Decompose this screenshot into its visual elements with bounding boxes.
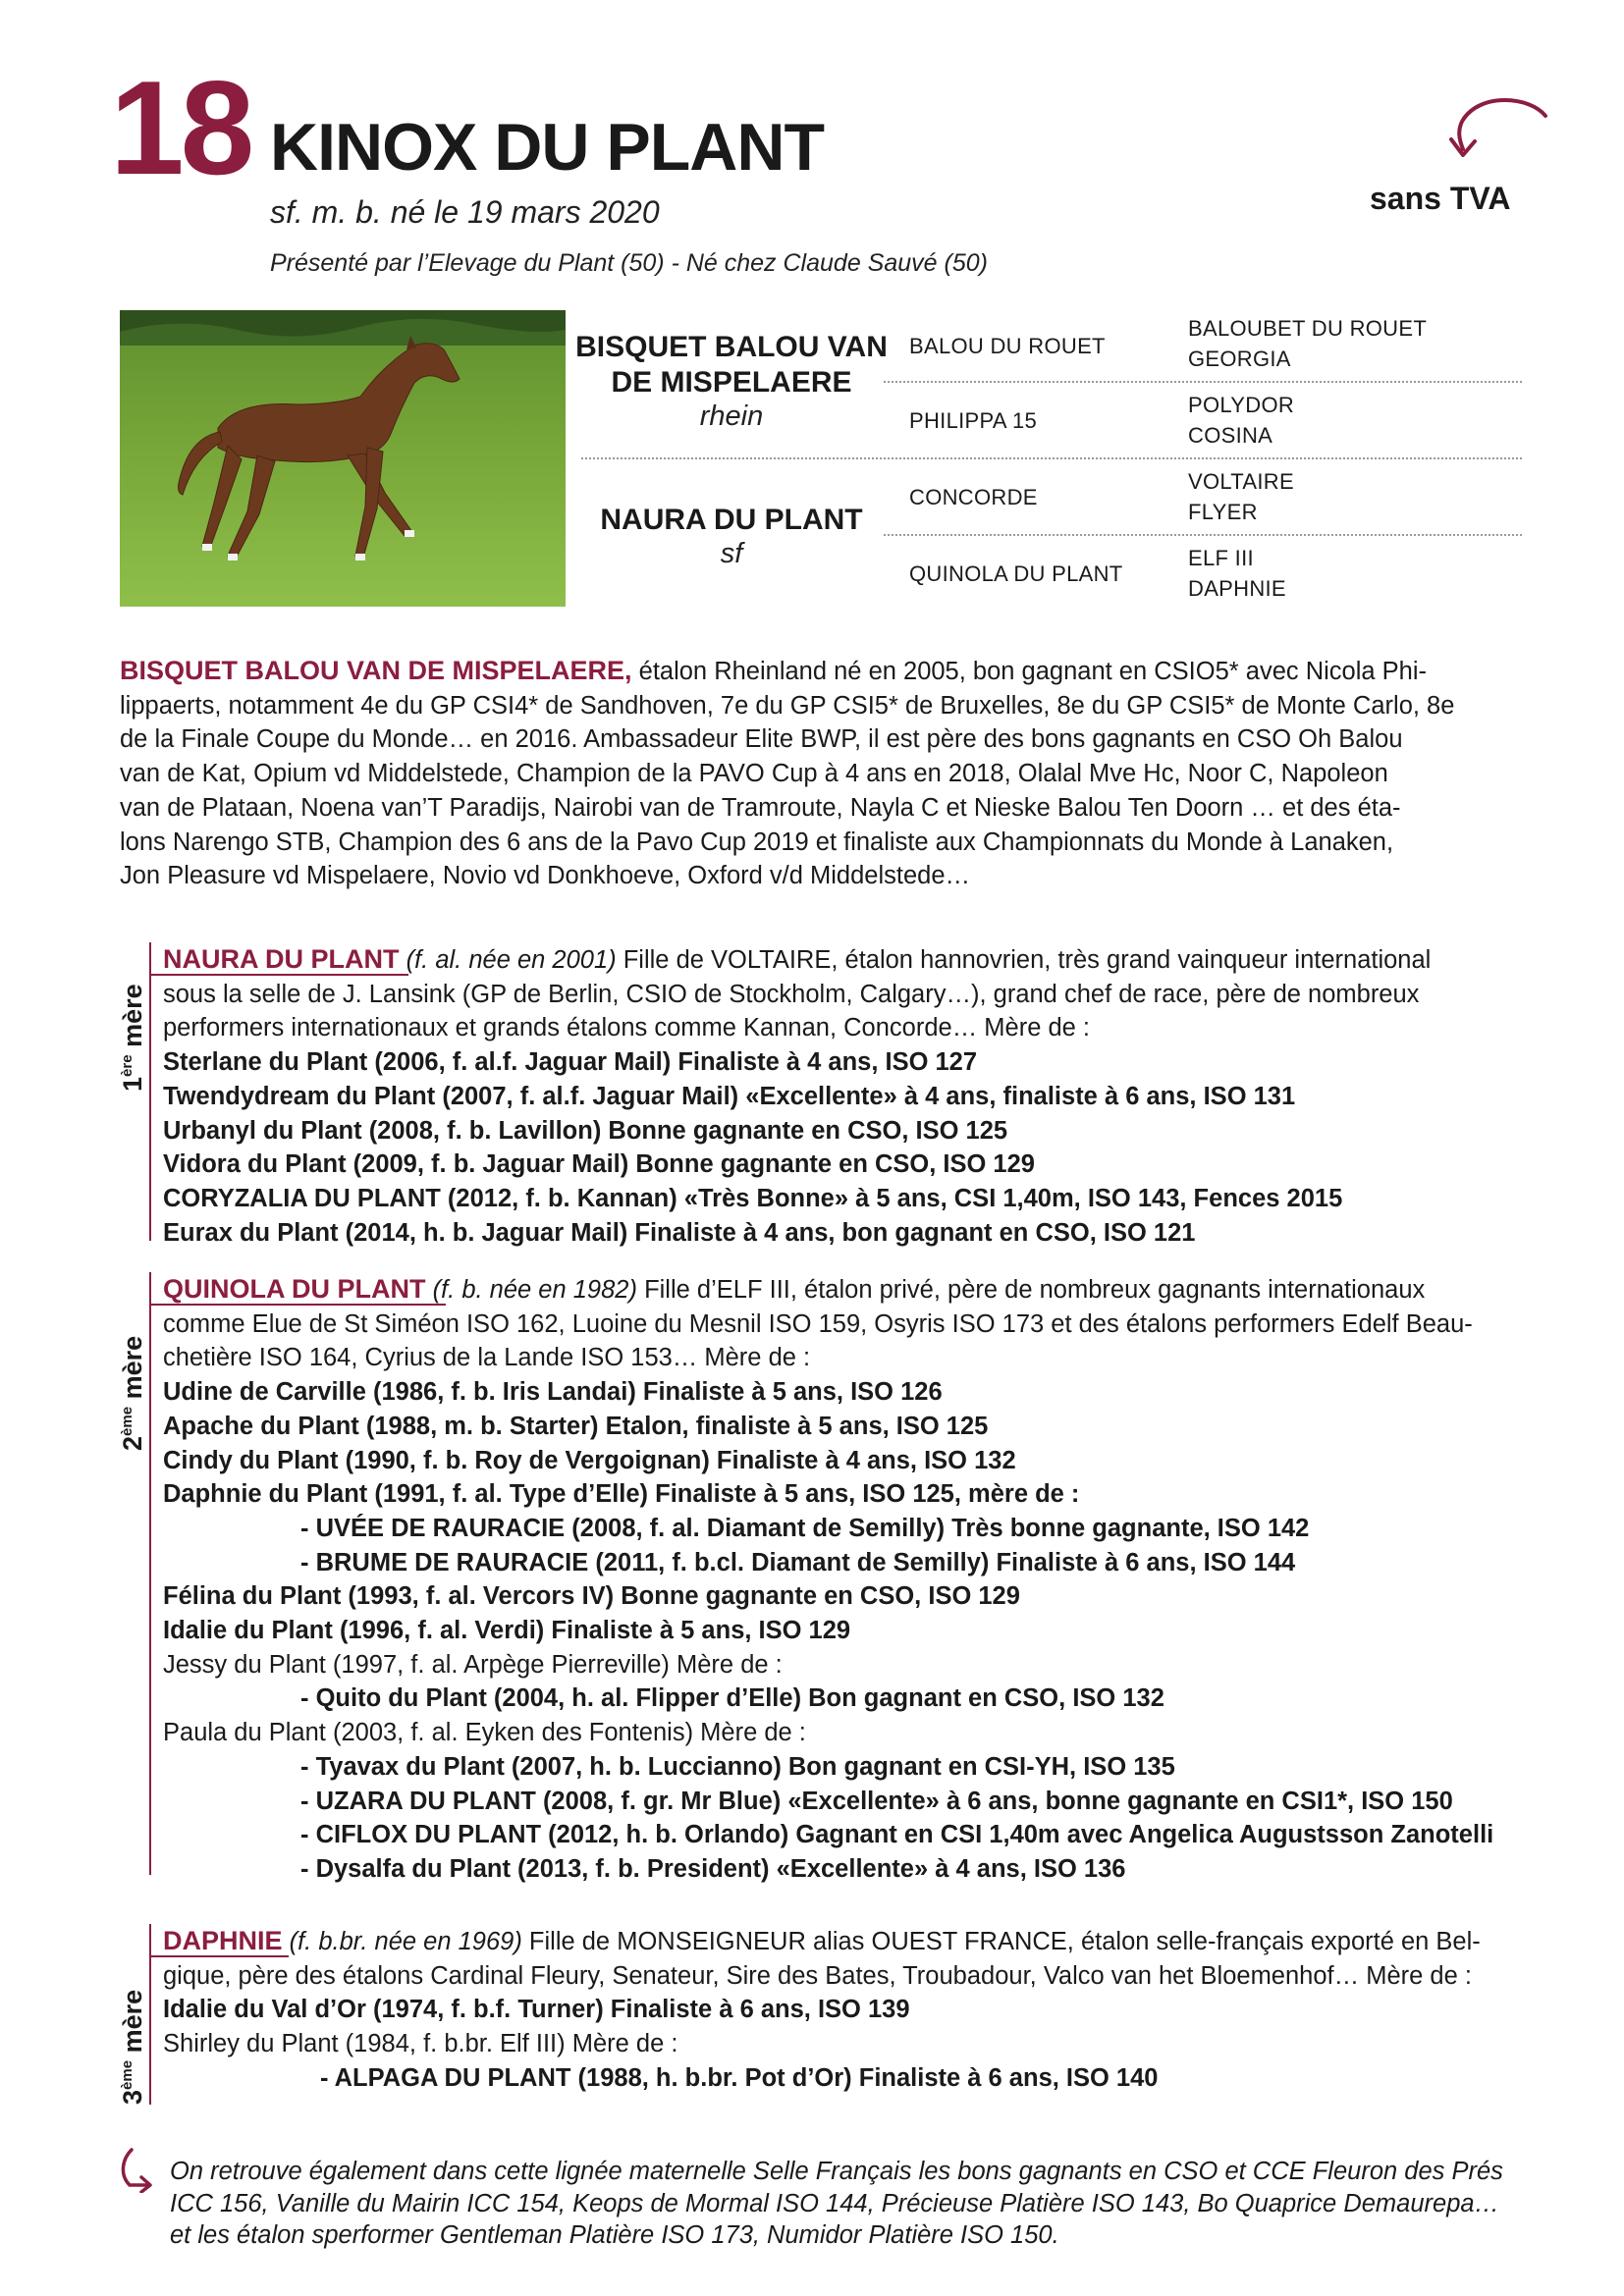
great-grandparent: BALOUBET DU ROUET — [1188, 316, 1428, 341]
mere3-label: 3ème mère — [118, 1989, 147, 2105]
produce-item: Félina du Plant (1993, f. al. Vercors IV) Bonne gagnante en CSO, ISO 129 — [163, 1582, 1020, 1611]
produce-item: - ALPAGA DU PLANT (1988, h. b.br. Pot d’Or) Finaliste à 6 ans, ISO 140 — [320, 2063, 1159, 2092]
text-line: Fille de MONSEIGNEUR alias OUEST FRANCE, étalon selle-français exporté en Bel- — [521, 1928, 1481, 1955]
ordinal-suffix: ère — [119, 1054, 135, 1077]
curved-arrow-icon — [1441, 94, 1549, 165]
sire-description — [120, 654, 1534, 893]
text-line: étalon Rheinland né en 2005, bon gagnant en CSIO5* avec Nicola Phi- — [631, 658, 1428, 685]
mere3-meta: (f. b.br. née en 1969) — [289, 1928, 522, 1955]
produce-item: - Quito du Plant (2004, h. al. Flipper d’Elle) Bon gagnant en CSO, ISO 132 — [300, 1684, 1164, 1713]
mere1-bracket — [149, 942, 151, 1241]
produce-item: CORYZALIA DU PLANT (2012, f. b. Kannan) «Très Bonne» à 5 ans, CSI 1,40m, ISO 143, Fences 2015 — [163, 1184, 1343, 1212]
pedigree-divider — [884, 534, 1522, 536]
horse-photo — [120, 310, 566, 607]
produce-item: - Dysalfa du Plant (2013, f. b. President) «Excellente» à 4 ans, ISO 136 — [300, 1854, 1126, 1883]
sire-name — [569, 330, 893, 400]
mere2-section — [163, 1272, 1528, 1887]
ordinal-suffix: ème — [119, 1406, 135, 1436]
text-line: performers internationaux et grands étalons comme Kannan, Concorde… Mère de : — [163, 1014, 1090, 1042]
text-line: van de Kat, Opium vd Middelstede, Champion de la PAVO Cup à 4 ans en 2018, Olalal Mve Hc, Noor C, Napoleon — [120, 760, 1388, 788]
lineage-footer: On retrouve également dans cette lignée maternelle Selle Français les bons gagnants en CSO et CCE Fleuron des Prés ICC 156, Vanille du Mairin ICC 154, Keops de Mormal ISO 144, Précieuse Platière ISO 143, Bo Quaprice Demaurepa… et les étalon sperformer Gentleman Platière ISO 173, Numidor Platière ISO 150. — [170, 2158, 1503, 2249]
mere1-label: 1ère mère — [118, 984, 147, 1092]
text-line: Fille de VOLTAIRE, étalon hannovrien, très grand vainqueur international — [616, 946, 1432, 974]
mere2-bracket — [149, 1272, 151, 1875]
produce-item: Urbanyl du Plant (2008, f. b. Lavillon) Bonne gagnante en CSO, ISO 125 — [163, 1116, 1008, 1145]
text-line: lons Narengo STB, Champion des 6 ans de la Pavo Cup 2019 et finaliste aux Championnats du Monde à Lanaken, — [120, 828, 1394, 856]
grandsire-paternal: BALOU DU ROUET — [909, 334, 1106, 358]
mere3-bracket — [149, 1924, 151, 2105]
mere3-heading: DAPHNIE — [163, 1926, 283, 1955]
sire-name-line2: DE MISPELAERE — [611, 366, 852, 399]
produce-item: Daphnie du Plant (1991, f. al. Type d’Elle) Finaliste à 5 ans, ISO 125, mère de : — [163, 1480, 1080, 1509]
mere2-meta: (f. b. née en 1982) — [432, 1276, 637, 1304]
produce-item: Twendydream du Plant (2007, f. al.f. Jaguar Mail) «Excellente» à 4 ans, finaliste à 6 ans, ISO 131 — [163, 1082, 1296, 1110]
pedigree-divider — [581, 457, 1522, 459]
text-line: van de Plataan, Noena van’T Paradijs, Nairobi van de Tramroute, Nayla C et Nieske Balou Ten Doorn … et des éta- — [120, 793, 1401, 822]
text-line: gique, père des étalons Cardinal Fleury, Senateur, Sire des Bates, Troubadour, Valco van het Bloemenhof… Mère de : — [163, 1961, 1472, 1990]
presented-by: Présenté par l’Elevage du Plant (50) - Né chez Claude Sauvé (50) — [270, 249, 988, 277]
produce-item: - BRUME DE RAURACIE (2011, f. b.cl. Diamant de Semilly) Finaliste à 6 ans, ISO 144 — [300, 1548, 1296, 1576]
produce-item: Udine de Carville (1986, f. b. Iris Landai) Finaliste à 5 ans, ISO 126 — [163, 1378, 943, 1407]
granddam-paternal: PHILIPPA 15 — [909, 408, 1038, 433]
text-line: lippaerts, notamment 4e du GP CSI4* de Sandhoven, 7e du GP CSI5* de Bruxelles, 8e du GP CSI5* de Monte Carlo, 8e — [120, 691, 1455, 720]
sire-heading: BISQUET BALOU VAN DE MISPELAERE, — [120, 656, 632, 685]
ordinal-suffix: ème — [119, 2059, 135, 2090]
vat-label: sans TVA — [1370, 181, 1511, 216]
great-grandparent: GEORGIA — [1188, 347, 1291, 371]
text-line: Jon Pleasure vd Mispelaere, Novio vd Donkhoeve, Oxford v/d Middelstede… — [120, 862, 971, 890]
produce-item: Cindy du Plant (1990, f. b. Roy de Vergoignan) Finaliste à 4 ans, ISO 132 — [163, 1446, 1016, 1474]
mere2-label: 2ème mère — [118, 1335, 147, 1451]
produce-item: - UVÉE DE RAURACIE (2008, f. al. Diamant de Semilly) Très bonne gagnante, ISO 142 — [300, 1514, 1310, 1542]
horse-subtitle: sf. m. b. né le 19 mars 2020 — [270, 194, 660, 230]
dam-breed: sf — [720, 538, 743, 569]
pedigree-divider — [884, 381, 1522, 383]
granddam-maternal: QUINOLA DU PLANT — [909, 561, 1123, 586]
produce-item: - UZARA DU PLANT (2008, f. gr. Mr Blue) «Excellente» à 6 ans, bonne gagnante en CSI1*, ISO 150 — [300, 1787, 1453, 1815]
produce-item: Jessy du Plant (1997, f. al. Arpège Pierreville) Mère de : — [163, 1650, 783, 1679]
produce-item: Vidora du Plant (2009, f. b. Jaguar Mail) Bonne gagnante en CSO, ISO 129 — [163, 1150, 1035, 1179]
great-grandparent: ELF III — [1188, 546, 1254, 570]
mere1-section — [163, 942, 1528, 1250]
grandsire-maternal: CONCORDE — [909, 485, 1038, 509]
produce-item: Shirley du Plant (1984, f. b.br. Elf III) Mère de : — [163, 2030, 678, 2058]
produce-item: - CIFLOX DU PLANT (2012, h. b. Orlando) Gagnant en CSI 1,40m avec Angelica Augustsson Zanotelli — [300, 1821, 1494, 1849]
produce-item: Paula du Plant (2003, f. al. Eyken des Fontenis) Mère de : — [163, 1719, 806, 1747]
produce-item: Eurax du Plant (2014, h. b. Jaguar Mail) Finaliste à 4 ans, bon gagnant en CSO, ISO 121 — [163, 1218, 1196, 1247]
great-grandparent: DAPHNIE — [1188, 576, 1286, 601]
sire-breed: rhein — [699, 400, 764, 432]
produce-item: Idalie du Plant (1996, f. al. Verdi) Finaliste à 5 ans, ISO 129 — [163, 1617, 851, 1645]
mere3-section — [163, 1924, 1528, 2096]
curved-arrow-icon — [116, 2146, 155, 2193]
mere1-heading: NAURA DU PLANT — [163, 944, 400, 974]
great-grandparent: VOLTAIRE — [1188, 469, 1294, 494]
text-line: chetière ISO 164, Cyrius de la Lande ISO 153… Mère de : — [163, 1344, 811, 1372]
produce-item: Sterlane du Plant (2006, f. al.f. Jaguar Mail) Finaliste à 4 ans, ISO 127 — [163, 1048, 978, 1077]
great-grandparent: FLYER — [1188, 500, 1258, 524]
sire-name-line1: BISQUET BALOU VAN — [575, 331, 888, 363]
text-line: Fille d’ELF III, étalon privé, père de nombreux gagnants internationaux — [636, 1276, 1426, 1304]
great-grandparent: POLYDOR — [1188, 393, 1295, 417]
text-line: de la Finale Coupe du Monde… en 2016. Ambassadeur Elite BWP, il est père des bons gagnants en CSO Oh Balou — [120, 725, 1403, 754]
lot-number: 18 — [110, 53, 251, 202]
mere2-heading: QUINOLA DU PLANT — [163, 1274, 426, 1304]
mere1-meta: (f. al. née en 2001) — [406, 946, 617, 974]
produce-item: Idalie du Val d’Or (1974, f. b.f. Turner) Finaliste à 6 ans, ISO 139 — [163, 1996, 910, 2024]
text-line: comme Elue de St Siméon ISO 162, Luoine du Mesnil ISO 159, Osyris ISO 173 et des étalons performers Edelf Beau- — [163, 1309, 1473, 1338]
horse-name: KINOX DU PLANT — [270, 110, 824, 185]
text-line: sous la selle de J. Lansink (GP de Berlin, CSIO de Stockholm, Calgary…), grand chef de race, père de nombreux — [163, 980, 1420, 1008]
dam-name: NAURA DU PLANT — [600, 504, 863, 536]
produce-item: Apache du Plant (1988, m. b. Starter) Etalon, finaliste à 5 ans, ISO 125 — [163, 1412, 989, 1440]
great-grandparent: COSINA — [1188, 423, 1273, 448]
produce-item: - Tyavax du Plant (2007, h. b. Luccianno) Bon gagnant en CSI-YH, ISO 135 — [300, 1752, 1175, 1781]
